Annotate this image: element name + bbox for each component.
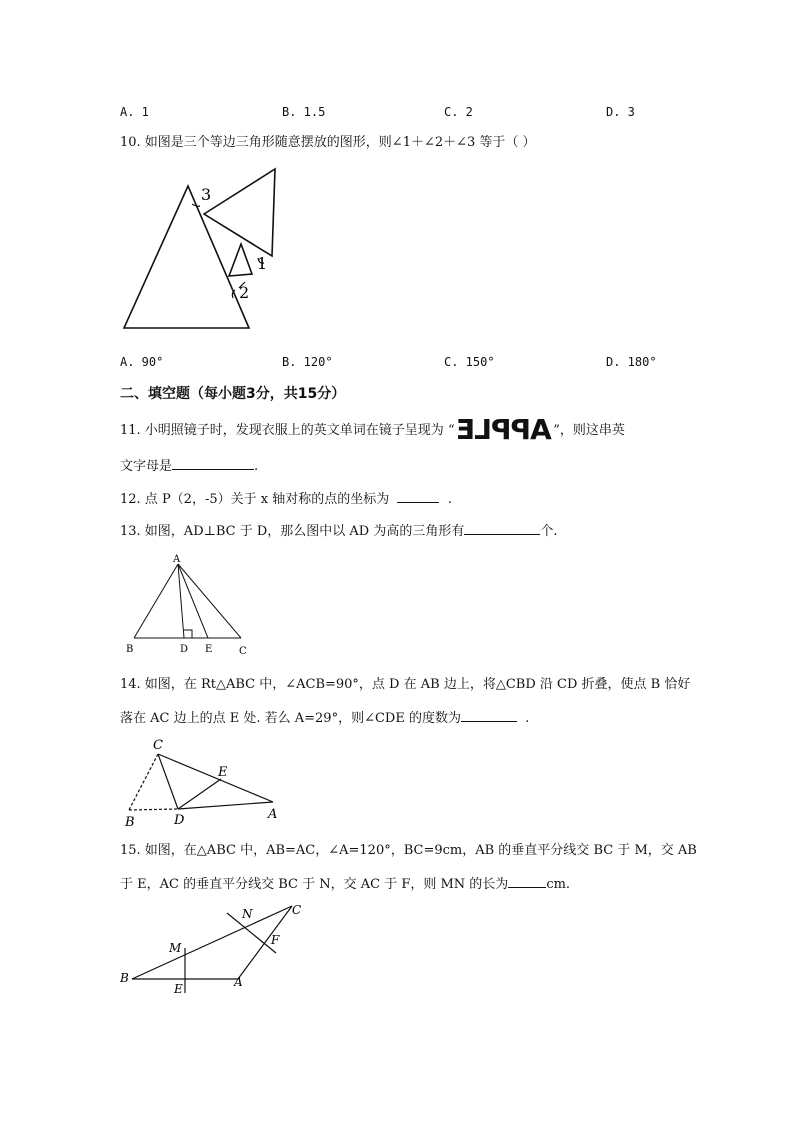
q13-altitude-ad — [178, 564, 184, 638]
q15-line-2-prefix: 于 E，AC 的垂直平分线交 BC 于 N，交 AC 于 F，则 MN 的长为 — [120, 877, 509, 892]
q10-big-triangle — [124, 186, 249, 328]
q13-label-a: A — [173, 554, 181, 565]
q14-figure — [118, 734, 288, 829]
section-2-title: 二、填空题（每小题3分，共15分） — [120, 386, 346, 402]
q10-figure — [118, 162, 288, 340]
q15-answer-blank[interactable] — [508, 873, 546, 888]
q15-line-1: 15. 如图，在△ABC 中，AB=AC，∠A=120°，BC=9cm，AB 的垂直平分线交 BC 于 M，交 AB — [120, 843, 697, 858]
q15-label-m: M — [169, 941, 182, 955]
q9-option-a: A. 1 — [120, 105, 149, 119]
q11-prefix: 11. 小明照镜子时，发现衣服上的英文单词在镜子呈现为 “ — [120, 423, 455, 438]
q11-answer-blank[interactable] — [172, 455, 254, 470]
q11-line-2 — [120, 455, 258, 476]
q13-label-c: C — [239, 646, 247, 657]
q14-label-a: A — [268, 807, 278, 822]
q14-line-2-suffix: . — [525, 711, 530, 726]
q14-label-b: B — [125, 815, 135, 829]
q15-label-e: E — [174, 982, 183, 996]
q13-prefix: 13. 如图，AD⊥BC 于 D，那么图中以 AD 为高的三角形有 — [120, 524, 465, 539]
q13-suffix: 个. — [540, 524, 558, 539]
q14-dashed-cb — [129, 754, 158, 810]
q10-option-c: C. 150° — [444, 355, 495, 369]
q11-line-1 — [120, 413, 625, 446]
q10-label-1: 1 — [257, 254, 268, 273]
q13-label-e: E — [205, 644, 213, 655]
q13-label-d: D — [180, 644, 189, 655]
q15-line-2 — [120, 873, 570, 894]
q13-figure — [118, 550, 258, 660]
q13-right-angle-mark — [184, 630, 192, 638]
q15-label-b: B — [120, 971, 129, 985]
q14-label-e: E — [218, 765, 228, 780]
q10-label-2: 2 — [239, 283, 250, 302]
q9-option-b: B. 1.5 — [282, 105, 326, 119]
q14-line-2 — [120, 707, 529, 728]
q12-answer-blank[interactable] — [397, 488, 439, 503]
q15-figure — [116, 898, 306, 996]
q13-line — [120, 520, 558, 541]
q14-answer-blank[interactable] — [461, 707, 517, 722]
q11-suffix: ”，则这串英 — [553, 423, 625, 438]
q14-dashed-bd — [129, 809, 178, 810]
q13-label-b: B — [126, 644, 134, 655]
q15-line-2-suffix: cm. — [546, 877, 571, 892]
q15-label-n: N — [242, 907, 253, 921]
q11-line-2-prefix: 文字母是 — [120, 459, 173, 474]
q10-option-a: A. 90° — [120, 355, 164, 369]
q12-line — [120, 488, 452, 509]
q10-label-3: 3 — [201, 185, 212, 204]
q10-option-d: D. 180° — [606, 355, 657, 369]
q10-small-triangle — [229, 244, 252, 276]
q13-answer-blank[interactable] — [464, 520, 540, 535]
q11-mirrored-word: APPLE — [456, 413, 552, 446]
q14-label-c: C — [153, 738, 163, 753]
q10-upper-triangle — [204, 169, 275, 256]
q14-line-2-prefix: 落在 AC 边上的点 E 处. 若么 A=29°，则∠CDE 的度数为 — [120, 711, 461, 726]
q10-stem: 10. 如图是三个等边三角形随意摆放的图形，则∠1＋∠2＋∠3 等于（ ） — [120, 135, 536, 150]
q15-label-f: F — [271, 933, 280, 947]
q12-suffix: . — [447, 492, 452, 507]
q9-option-d: D. 3 — [606, 105, 635, 119]
q12-prefix: 12. 点 P（2，-5）关于 x 轴对称的点的坐标为 — [120, 492, 390, 507]
q14-line-1: 14. 如图，在 Rt△ABC 中，∠ACB=90°，点 D 在 AB 边上，将△CBD 沿 CD 折叠，使点 B 恰好 — [120, 677, 691, 692]
q11-line-2-suffix: . — [254, 459, 259, 474]
q15-label-a: A — [234, 975, 243, 989]
q10-option-b: B. 120° — [282, 355, 333, 369]
q9-option-c: C. 2 — [444, 105, 473, 119]
q15-label-c: C — [292, 903, 302, 917]
q14-label-d: D — [174, 813, 185, 828]
